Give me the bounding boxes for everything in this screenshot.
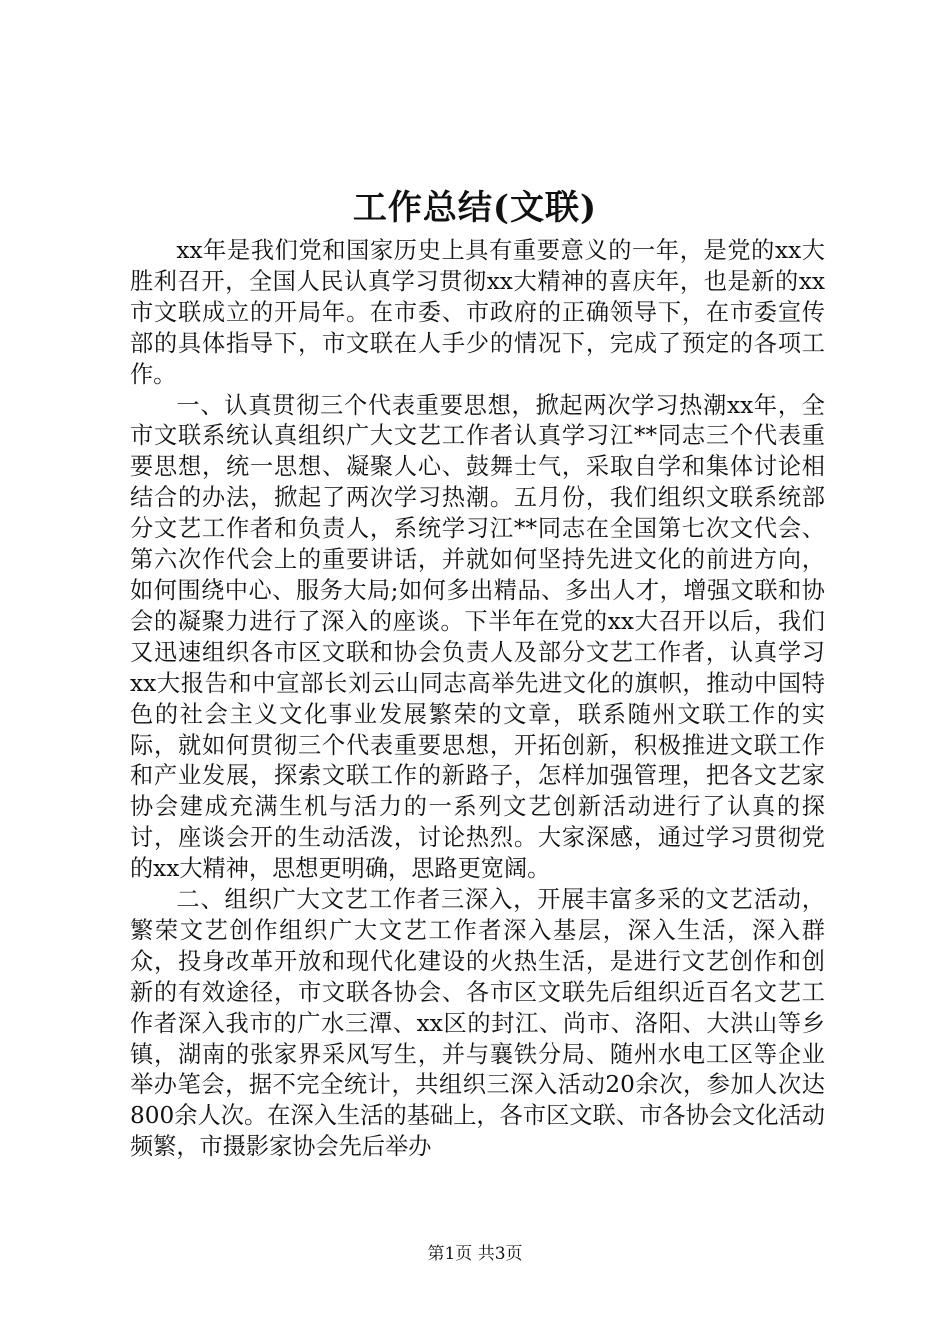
paragraph-intro: xx年是我们党和国家历史上具有重要意义的一年，是党的xx大胜利召开，全国人民认真学习贯彻xx大精神的喜庆年，也是新的xx市文联成立的开局年。在市委、市政府的正确领导下，在市委宣传部的具体指导下，市文联在人手少的情况下，完成了预定的各项工作。	[130, 237, 825, 388]
document-title: 工作总结(文联)	[352, 188, 598, 228]
paragraph-section-2: 二、组织广大文艺工作者三深入，开展丰富多采的文艺活动，繁荣文艺创作组织广大文艺工作者深入基层，深入生活，深入群众，投身改革开放和现代化建设的火热生活，是进行文艺创作和创新的有效途径，市文联各协会、各市区文联先后组织近百名文艺工作者深入我市的广水三潭、xx区的封江、尚市、洛阳、大洪山等乡镇，湖南的张家界采风写生，并与襄铁分局、随州水电工区等企业举办笔会，据不完全统计，共组织三深入活动20余次，参加人次达800余人次。在深入生活的基础上，各市区文联、市各协会文化活动频繁，市摄影家协会先后举办	[130, 886, 825, 1161]
document-body	[130, 236, 825, 1163]
paragraph-section-1: 一、认真贯彻三个代表重要思想，掀起两次学习热潮xx年，全市文联系统认真组织广大文艺工作者认真学习江**同志三个代表重要思想，统一思想、凝聚人心、鼓舞士气，采取自学和集体讨论相结合的办法，掀起了两次学习热潮。五月份，我们组织文联系统部分文艺工作者和负责人，系统学习江**同志在全国第七次文代会、第六次作代会上的重要讲话，并就如何坚持先进文化的前进方向，如何围绕中心、服务大局;如何多出精品、多出人才，增强文联和协会的凝聚力进行了深入的座谈。下半年在党的xx大召开以后，我们又迅速组织各市区文联和协会负责人及部分文艺工作者，认真学习xx大报告和中宣部长刘云山同志高举先进文化的旗帜，推动中国特色的社会主义文化事业发展繁荣的文章，联系随州文联工作的实际，就如何贯彻三个代表重要思想，开拓创新，积极推进文联工作和产业发展，探索文联工作的新路子，怎样加强管理，把各文艺家协会建成充满生机与活力的一系列文艺创新活动进行了认真的探讨，座谈会开的生动活泼，讨论热烈。大家深感，通过学习贯彻党的xx大精神，思想更明确，思路更宽阔。	[130, 391, 825, 883]
page-number-footer: 第1页 共3页	[427, 1244, 523, 1264]
